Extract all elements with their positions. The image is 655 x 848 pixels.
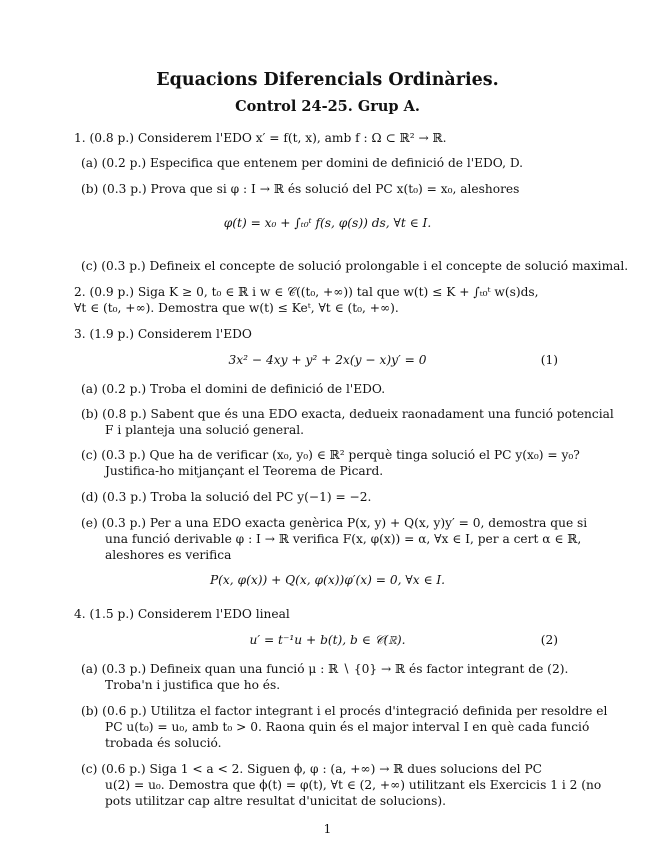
- question-3c-line1: (c) (0.3 p.) Que ha de verificar (x₀, y₀) ∈ ℝ² perquè tinga solució el PC y(x₀) = y₀?: [81, 448, 580, 462]
- question-2-line2: ∀t ∈ (t₀, +∞). Demostra que w(t) ≤ Keᵗ, ∀t ∈ (t₀, +∞).: [74, 301, 399, 315]
- question-3e-line1: (e) (0.3 p.) Per a una EDO exacta genèrica P(x, y) + Q(x, y)y′ = 0, demostra que si: [81, 516, 588, 530]
- question-4a-line2: Troba'n i justifica que ho és.: [105, 678, 281, 692]
- question-1b: (b) (0.3 p.) Prova que si φ : I → ℝ és solució del PC x(t₀) = x₀, aleshores: [81, 182, 520, 196]
- page-number: 1: [323, 822, 332, 836]
- question-4c-line1: (c) (0.6 p.) Siga 1 < a < 2. Siguen ϕ, φ : (a, +∞) → ℝ dues solucions del PC: [81, 762, 542, 776]
- question-4: 4. (1.5 p.) Considerem l'EDO lineal: [74, 607, 290, 621]
- question-1a: (a) (0.2 p.) Especifica que entenem per domini de definició de l'EDO, D.: [81, 156, 524, 170]
- question-3b-line2: F i planteja una solució general.: [105, 423, 304, 437]
- equation-number-1: (1): [540, 353, 558, 367]
- equation-2: u′ = t⁻¹u + b(t), b ∈ 𝒞(ℝ).: [249, 633, 406, 647]
- question-4b-line3: trobada és solució.: [105, 736, 222, 750]
- question-4c-line3: pots utilitzar cap altre resultat d'unicitat de solucions).: [105, 794, 447, 808]
- document-subtitle: Control 24-25. Grup A.: [235, 98, 420, 115]
- equation-number-2: (2): [540, 633, 558, 647]
- question-3c-line2: Justifica-ho mitjançant el Teorema de Picard.: [105, 464, 384, 478]
- question-3e-line2: una funció derivable φ : I → ℝ verifica F(x, φ(x)) = α, ∀x ∈ I, per a cert α ∈ ℝ,: [105, 532, 582, 546]
- equation-1b: φ(t) = x₀ + ∫ₜ₀ᵗ f(s, φ(s)) ds, ∀t ∈ I.: [223, 216, 432, 230]
- question-3e-line3: aleshores es verifica: [105, 548, 232, 562]
- document-title: Equacions Diferencials Ordinàries.: [156, 70, 499, 90]
- question-4c-line2: u(2) = u₀. Demostra que ϕ(t) = φ(t), ∀t ∈ (2, +∞) utilitzant els Exercicis 1 i 2 (no: [105, 778, 602, 792]
- question-3d: (d) (0.3 p.) Troba la solució del PC y(−1) = −2.: [81, 490, 372, 504]
- equation-3e: P(x, φ(x)) + Q(x, φ(x))φ′(x) = 0, ∀x ∈ I.: [209, 573, 446, 587]
- question-4b-line1: (b) (0.6 p.) Utilitza el factor integrant i el procés d'integració definida per resoldre el: [81, 704, 608, 718]
- question-3: 3. (1.9 p.) Considerem l'EDO: [74, 327, 252, 341]
- equation-1: 3x² − 4xy + y² + 2x(y − x)y′ = 0: [228, 353, 427, 367]
- question-2-line1: 2. (0.9 p.) Siga K ≥ 0, t₀ ∈ ℝ i w ∈ 𝒞((t₀, +∞)) tal que w(t) ≤ K + ∫ₜ₀ᵗ w(s)ds,: [74, 285, 539, 299]
- question-1c: (c) (0.3 p.) Defineix el concepte de solució prolongable i el concepte de solució maximal.: [81, 259, 629, 273]
- question-1: 1. (0.8 p.) Considerem l'EDO x′ = f(t, x), amb f : Ω ⊂ ℝ² → ℝ.: [74, 131, 447, 145]
- question-3a: (a) (0.2 p.) Troba el domini de definició de l'EDO.: [81, 382, 386, 396]
- question-4b-line2: PC u(t₀) = u₀, amb t₀ > 0. Raona quin és el major interval I en què cada funció: [105, 720, 590, 734]
- question-3b-line1: (b) (0.8 p.) Sabent que és una EDO exacta, dedueix raonadament una funció potencial: [81, 407, 614, 421]
- question-4a-line1: (a) (0.3 p.) Defineix quan una funció μ : ℝ ∖ {0} → ℝ és factor integrant de (2).: [81, 662, 569, 676]
